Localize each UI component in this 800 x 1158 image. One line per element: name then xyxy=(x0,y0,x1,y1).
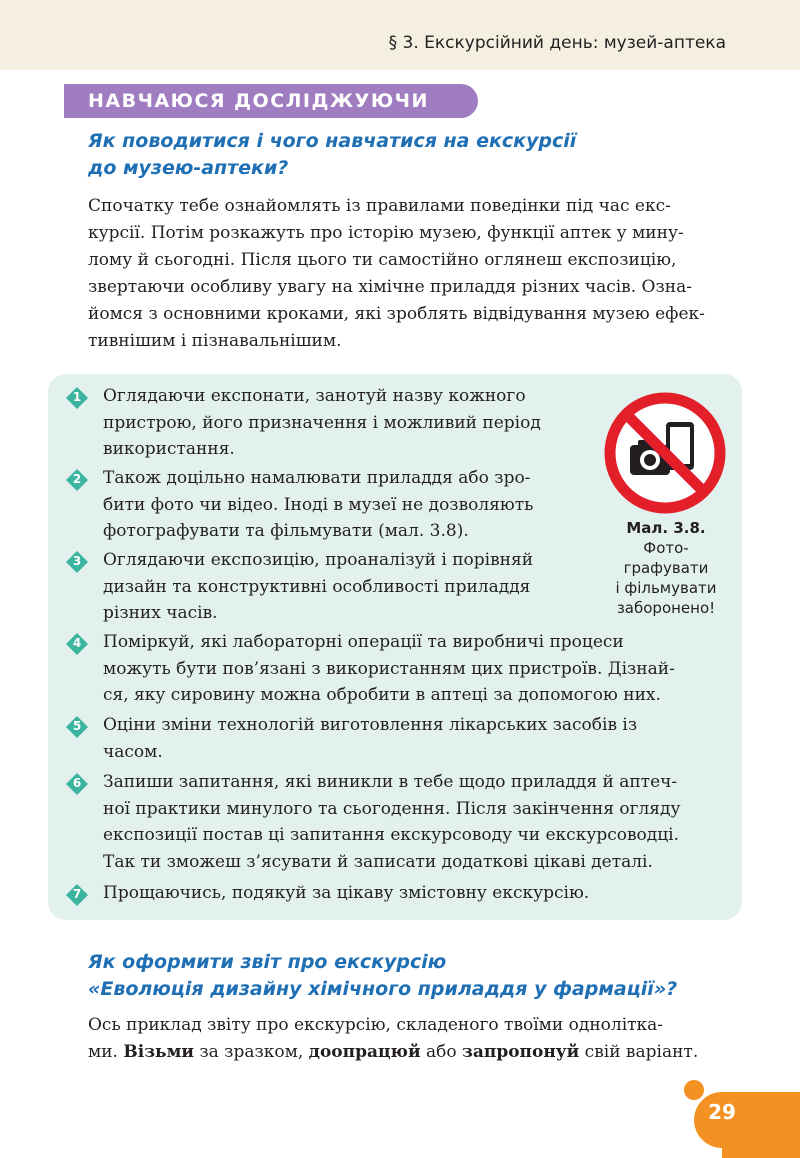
step-5 xyxy=(103,712,727,765)
step-line: пристрою, його призначення і можливий період xyxy=(103,412,541,433)
step-1 xyxy=(103,383,581,463)
step-marker-1: 1 xyxy=(66,387,88,409)
step-line: використання. xyxy=(103,439,235,459)
question-heading-1-line-1: Як поводитися і чого навчатися на екскурсії xyxy=(88,130,577,152)
question-heading-1 xyxy=(88,128,576,182)
intro-line: Спочатку тебе ознайомлять із правилами поведінки під час екс- xyxy=(88,196,671,216)
section-banner xyxy=(64,84,478,118)
step-line: Оглядаючи експонати, занотуй назву кожного xyxy=(103,386,526,406)
outro-line-1: Ось приклад звіту про екскурсію, складеного твоїми однолітка- xyxy=(88,1015,664,1035)
figure-caption xyxy=(600,518,732,618)
figure-caption-line: графувати xyxy=(623,559,709,577)
step-3 xyxy=(103,547,581,627)
step-line: Поміркуй, які лабораторні операції та виробничі процеси xyxy=(103,632,624,652)
step-6 xyxy=(103,769,727,875)
question-heading-2-line-1: Як оформити звіт про екскурсію xyxy=(88,951,447,973)
intro-line: звертаючи особливу увагу на хімічне приладдя різних часів. Озна- xyxy=(88,277,692,297)
step-line: Запиши запитання, які виникли в тебе щодо приладдя й аптеч- xyxy=(103,772,678,792)
intro-line: тивнішим і пізнавальнішим. xyxy=(88,331,342,351)
question-heading-2 xyxy=(88,949,677,1003)
no-photo-icon xyxy=(604,392,726,514)
outro-line-2: ми. Візьми за зразком, доопрацюй або запропонуй свій варіант. xyxy=(88,1042,699,1062)
step-line: експозиції постав ці запитання екскурсоводу чи екскурсоводці. xyxy=(103,825,679,845)
step-line: Оціни зміни технологій виготовлення лікарських засобів із xyxy=(103,715,638,735)
step-line: бити фото чи відео. Іноді в музеї не дозволяють xyxy=(103,494,534,515)
intro-line: лому й сьогодні. Після цього ти самостійно оглянеш експозицію, xyxy=(88,250,677,270)
figure-caption-line: заборонено! xyxy=(616,599,716,617)
no-photo-sign xyxy=(604,392,726,514)
step-marker-2: 2 xyxy=(66,469,88,491)
step-line: можуть бути пов’язані з використанням цих пристроїв. Дізнай- xyxy=(103,658,675,679)
intro-paragraph xyxy=(88,193,728,355)
intro-line: йомся з основними кроками, які зроблять відвідування музею ефек- xyxy=(88,304,705,324)
step-line: Так ти зможеш з’ясувати й записати додаткові цікаві деталі. xyxy=(103,851,653,872)
step-line: Також доцільно намалювати приладдя або зро- xyxy=(103,468,531,488)
running-head: § 3. Екскурсійний день: музей-аптека xyxy=(388,33,726,53)
page-number: 29 xyxy=(708,1100,736,1124)
step-4 xyxy=(103,629,727,709)
step-line: часом. xyxy=(103,741,163,762)
figure-caption-line: і фільмувати xyxy=(615,579,717,597)
bold-take: Візьми xyxy=(123,1042,194,1062)
step-line: різних часів. xyxy=(103,603,218,623)
question-heading-2-line-2: «Еволюція дизайну хімічного приладдя у фармації»? xyxy=(88,978,678,1000)
intro-line: курсії. Потім розкажуть про історію музею, функції аптек у мину- xyxy=(88,223,684,243)
step-2 xyxy=(103,465,581,545)
step-line: фотографувати та фільмувати (мал. 3.8). xyxy=(103,521,469,541)
step-line: ся, яку сировину можна обробити в аптеці за допомогою них. xyxy=(103,685,661,705)
step-marker-7: 7 xyxy=(66,884,88,906)
step-marker-5: 5 xyxy=(66,716,88,738)
step-7 xyxy=(103,880,727,907)
step-line: Оглядаючи експозицію, проаналізуй і порівняй xyxy=(103,550,534,570)
figure-caption-line: Фото- xyxy=(643,539,689,557)
figure-label: Мал. 3.8. xyxy=(626,519,706,537)
step-marker-4: 4 xyxy=(66,633,88,655)
section-banner-title: НАВЧАЮСЯ ДОСЛІДЖУЮЧИ xyxy=(88,90,429,112)
step-line: Прощаючись, подякуй за цікаву змістовну екскурсію. xyxy=(103,883,590,903)
question-heading-1-line-2: до музею-аптеки? xyxy=(88,157,289,179)
outro-paragraph xyxy=(88,1012,728,1066)
step-marker-6: 6 xyxy=(66,773,88,795)
step-line: дизайн та конструктивні особливості приладдя xyxy=(103,576,531,597)
bold-propose: запропонуй xyxy=(462,1042,580,1062)
bold-improve: доопрацюй xyxy=(308,1042,421,1062)
step-marker-3: 3 xyxy=(66,551,88,573)
step-line: ної практики минулого та сьогодення. Після закінчення огляду xyxy=(103,798,681,819)
